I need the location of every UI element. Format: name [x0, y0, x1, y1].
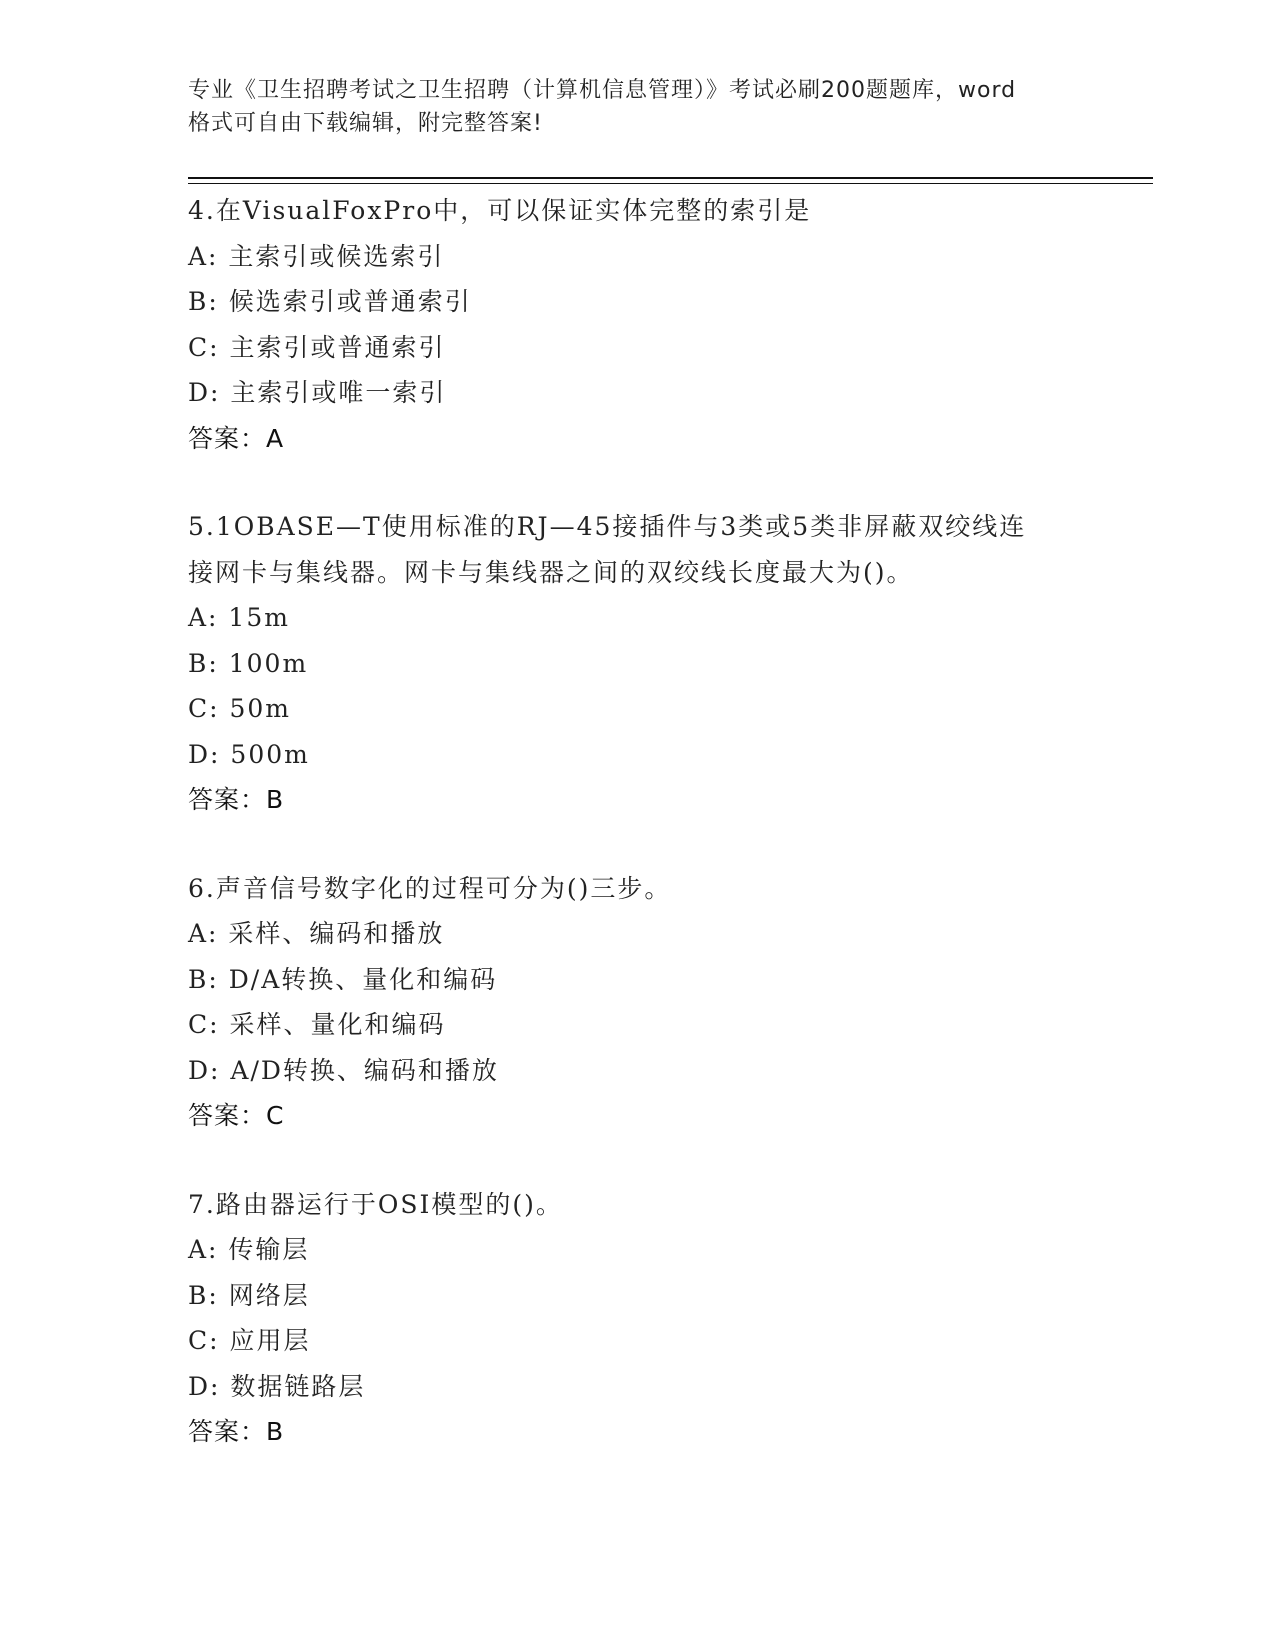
option-b: B: 网络层 [188, 1280, 310, 1310]
answer-label: 答案：B [188, 1417, 285, 1446]
answer-label: 答案：A [188, 423, 285, 453]
option-d: D: 数据链路层 [188, 1371, 366, 1401]
answer-label: 答案：C [188, 1101, 285, 1130]
option-a: A: 主索引或候选索引 [188, 241, 445, 271]
question-6 [188, 866, 1088, 1139]
header-divider-thin [188, 183, 1153, 184]
question-5 [188, 504, 1088, 823]
option-b: B: D/A转换、量化和编码 [188, 964, 498, 994]
question-list [188, 188, 1088, 1498]
question-7 [188, 1182, 1088, 1455]
option-d: D: A/D转换、编码和播放 [188, 1055, 499, 1085]
option-a: A: 15m [188, 603, 290, 632]
option-c: C: 应用层 [188, 1326, 311, 1355]
question-4 [188, 188, 1088, 461]
option-c: C: 采样、量化和编码 [188, 1010, 446, 1039]
question-stem: 4.在VisualFoxPro中，可以保证实体完整的索引是 [188, 196, 812, 225]
question-stem-line-1: 5.1OBASE—T使用标准的RJ—45接插件与3类或5类非屏蔽双绞线连 [188, 512, 1027, 541]
option-c: C: 主索引或普通索引 [188, 332, 446, 362]
question-stem: 6.声音信号数字化的过程可分为()三步。 [188, 873, 672, 903]
header-line-1: 专业《卫生招聘考试之卫生招聘（计算机信息管理）》考试必刷200题题库，word [188, 78, 1017, 103]
question-stem-line-2: 接网卡与集线器。网卡与集线器之间的双绞线长度最大为()。 [188, 557, 914, 587]
option-d: D: 500m [188, 739, 310, 769]
header-line-2: 格式可自由下载编辑，附完整答案! [188, 111, 543, 136]
option-b: B: 100m [188, 648, 309, 678]
option-b: B: 候选索引或普通索引 [188, 287, 472, 316]
option-d: D: 主索引或唯一索引 [188, 378, 447, 407]
option-c: C: 50m [188, 694, 292, 723]
question-stem: 7.路由器运行于OSI模型的()。 [188, 1189, 563, 1219]
header-divider-thick [188, 177, 1153, 179]
document-header [188, 74, 1088, 140]
option-a: A: 采样、编码和播放 [188, 919, 445, 948]
answer-label: 答案：B [188, 785, 285, 814]
option-a: A: 传输层 [188, 1235, 310, 1264]
